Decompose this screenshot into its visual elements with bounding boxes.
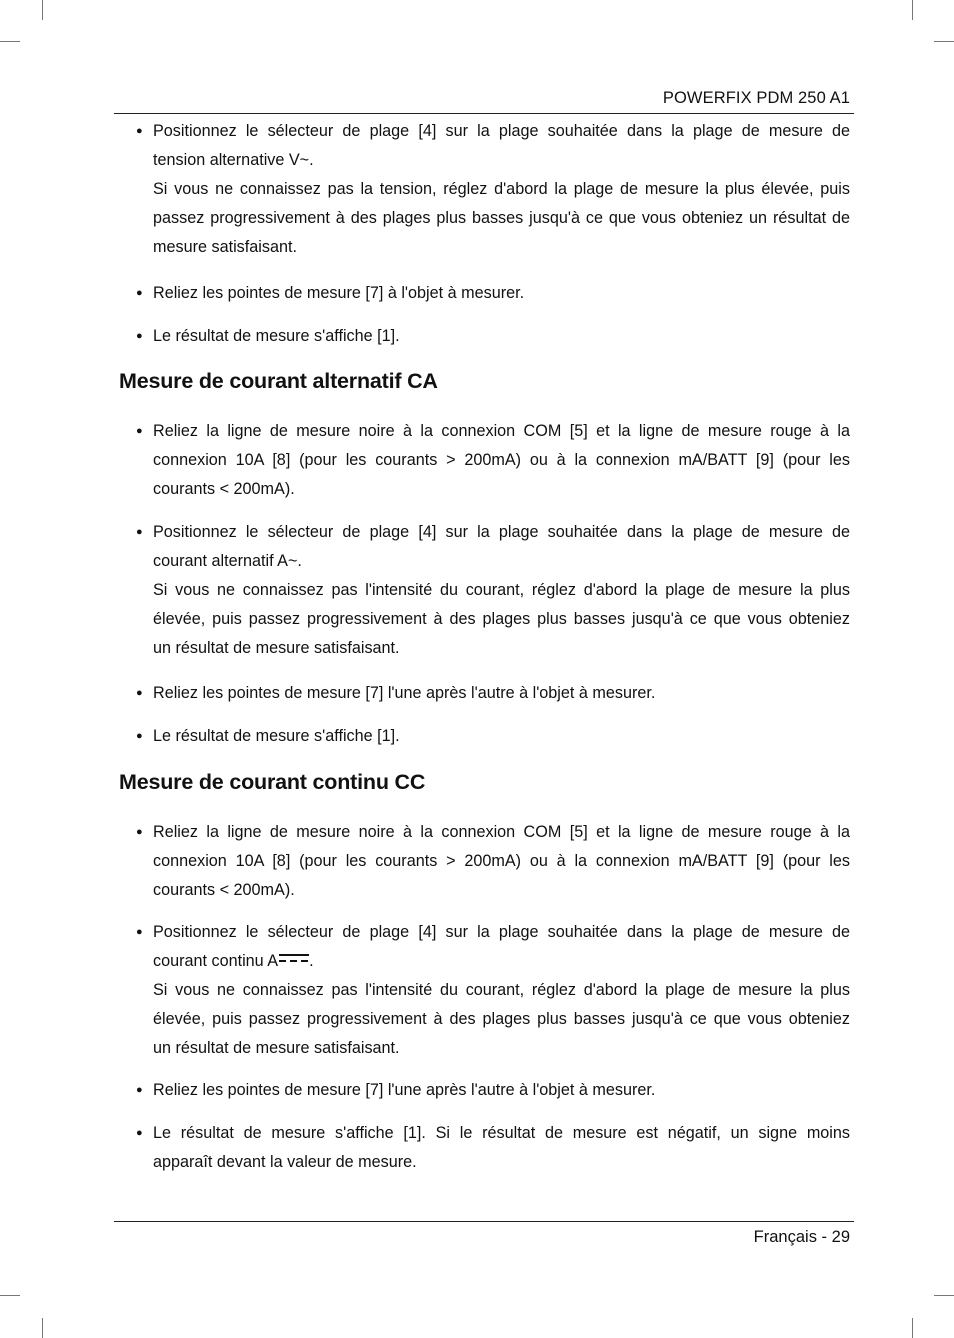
list-item: ● Le résultat de mesure s'affiche [1]. xyxy=(153,322,850,351)
bullet-icon: ● xyxy=(136,1084,143,1096)
bullet-icon: ● xyxy=(136,330,143,342)
list-item: ● Le résultat de mesure s'affiche [1]. Si le résultat de mesure est négatif, un signe moins apparaît devant la valeur de mesure. xyxy=(153,1119,850,1177)
bullet-icon: ● xyxy=(136,425,143,437)
bullet-icon: ● xyxy=(136,826,143,838)
crop-mark xyxy=(912,0,913,20)
list-item: ● Le résultat de mesure s'affiche [1]. xyxy=(153,722,850,751)
crop-mark xyxy=(934,1295,954,1296)
list-item: ● Reliez la ligne de mesure noire à la connexion COM [5] et la ligne de mesure rouge à la connexion 10A [8] (pour les courants > 200mA) ou à la connexion mA/BATT [9] (pour les courants < 200mA). xyxy=(153,818,850,905)
direct-current-icon xyxy=(279,954,309,964)
section-heading-ac: Mesure de courant alternatif CA xyxy=(119,369,438,393)
page-footer xyxy=(754,1228,850,1247)
list-item: ● Positionnez le sélecteur de plage [4] sur la plage souhaitée dans la plage de mesure de courant alternatif A~. Si vous ne connaissez pas l'intensité du courant, réglez d'abord la plage de mesure la plus élevée, puis passez progressivement à des plages plus basses jusqu'à ce que vous obteniez un résultat de mesure satisfaisant. xyxy=(153,518,850,663)
crop-mark xyxy=(42,1318,43,1338)
crop-mark xyxy=(912,1318,913,1338)
header-rule xyxy=(114,113,854,114)
bullet-icon: ● xyxy=(136,526,143,538)
bullet-icon: ● xyxy=(136,125,143,137)
list-item: ● Reliez les pointes de mesure [7] à l'objet à mesurer. xyxy=(153,279,850,308)
list-item: ● Reliez la ligne de mesure noire à la connexion COM [5] et la ligne de mesure rouge à la connexion 10A [8] (pour les courants > 200mA) ou à la connexion mA/BATT [9] (pour les courants < 200mA). xyxy=(153,417,850,504)
crop-mark xyxy=(42,0,43,20)
bullet-icon: ● xyxy=(136,926,143,938)
bullet-icon: ● xyxy=(136,687,143,699)
crop-mark xyxy=(0,1295,20,1296)
list-item: ● Reliez les pointes de mesure [7] l'une après l'autre à l'objet à mesurer. xyxy=(153,679,850,708)
bullet-icon: ● xyxy=(136,287,143,299)
footer-language: Français xyxy=(753,1228,817,1246)
footer-rule xyxy=(114,1221,854,1222)
page-number: 29 xyxy=(831,1228,850,1246)
bullet-icon: ● xyxy=(136,1127,143,1139)
list-item: ● Positionnez le sélecteur de plage [4] sur la plage souhaitée dans la plage de mesure de courant continu A . Si vous ne connaissez pas l'intensité du courant, réglez d'abord la plage de mesure la plus élevée, puis passez progressivement à des plages plus basses jusqu'à ce que vous obteniez un résultat de mesure satisfaisant. xyxy=(153,918,850,1063)
header-title: POWERFIX PDM 250 A1 xyxy=(662,89,850,107)
section-heading-dc: Mesure de courant continu CC xyxy=(119,770,426,794)
list-item: ● Positionnez le sélecteur de plage [4] sur la plage souhaitée dans la plage de mesure de tension alternative V~. Si vous ne connaissez pas la tension, réglez d'abord la plage de mesure la plus élevée, puis passez progressivement à des plages plus basses jusqu'à ce que vous obteniez un résultat de mesure satisfaisant. xyxy=(153,117,850,262)
bullet-icon: ● xyxy=(136,730,143,742)
footer-separator: - xyxy=(821,1228,828,1246)
crop-mark xyxy=(0,41,20,42)
crop-mark xyxy=(934,41,954,42)
list-item: ● Reliez les pointes de mesure [7] l'une après l'autre à l'objet à mesurer. xyxy=(153,1076,850,1105)
